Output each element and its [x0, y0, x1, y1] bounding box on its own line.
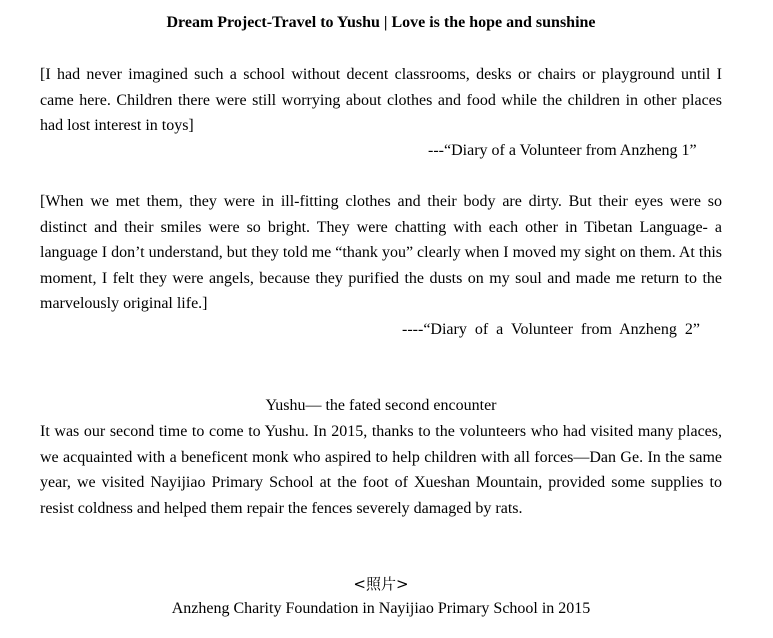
diary-quote-2-attribution: ----“Diary of a Volunteer from Anzheng 2” [402, 321, 700, 338]
diary-quote-1: [I had never imagined such a school without decent classrooms, desks or chairs or playground until I came here. Children there were still worrying about clothes and food while the children in other places had lost interest in toys] [40, 66, 722, 134]
section-heading: Yushu— the fated second encounter [265, 397, 497, 414]
diary-quote-1-attribution: ---“Diary of a Volunteer from Anzheng 1” [428, 142, 697, 159]
section-body: It was our second time to come to Yushu. In 2015, thanks to the volunteers who had visited many places, we acquainted with a beneficent monk who aspired to help children with all forces—Dan Ge. In the same year, we visited Nayijiao Primary School at the foot of Xueshan Mountain, provided some supplies to resist coldness and helped them repair the fences severely damaged by rats. [40, 423, 722, 517]
photo-caption: Anzheng Charity Foundation in Nayijiao Primary School in 2015 [171, 600, 591, 617]
diary-quote-2: [When we met them, they were in ill-fitting clothes and their body are dirty. But their eyes were so distinct and their smiles were so bright. They were chatting with each other in Tibetan Language- a language I don’t understand, but they told me “thank you” clearly when I moved my sight on them. At this moment, I felt they were angels, because they purified the dusts on my soul and made me return to the marvelously original life.] [40, 193, 722, 312]
document-title: Dream Project-Travel to Yushu | Love is the hope and sunshine [166, 14, 596, 31]
photo-placeholder: <照片> [353, 575, 409, 593]
